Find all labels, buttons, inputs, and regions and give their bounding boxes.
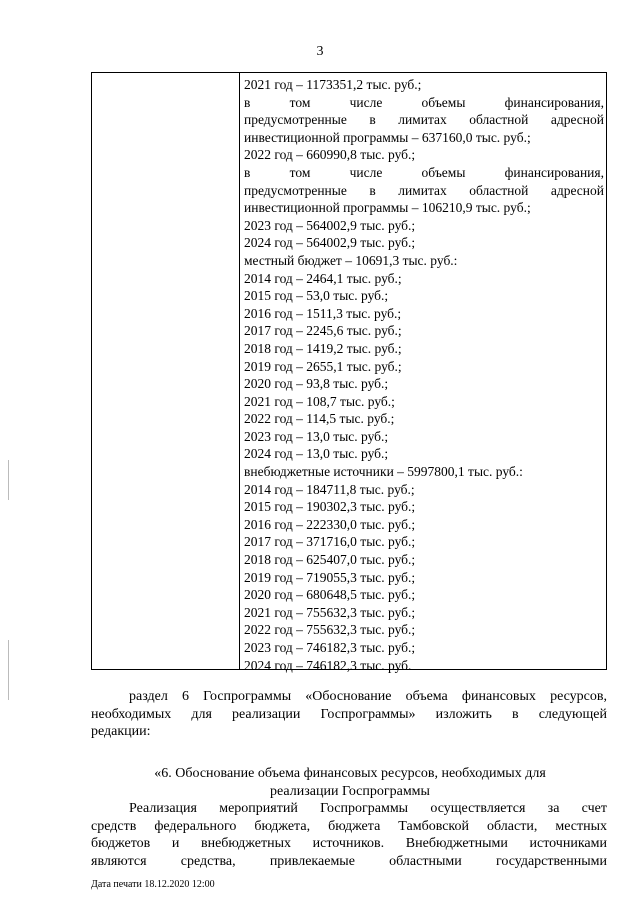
table-cell-line: 2015 год – 190302,3 тыс. руб.; [244,499,416,515]
body-line: Реализация мероприятий Госпрограммы осуществляется за счет [129,801,607,816]
budget-table [91,72,607,673]
table-cell-line: 2014 год – 184711,8 тыс. руб.; [244,481,415,497]
section-heading-line: реализации Госпрограммы [270,783,430,799]
table-cell-line: 2023 год – 746182,3 тыс. руб.; [244,640,416,655]
table-cell-line: 2021 год – 108,7 тыс. руб.; [244,393,395,409]
body-line: средств федерального бюджета, бюджета Тамбовской области, местных [91,818,607,834]
table-cell-line: 2019 год – 2655,1 тыс. руб.; [244,358,402,374]
instruction-line: редакции: [91,724,151,739]
section-heading-line: «6. Обоснование объема финансовых ресурсов, необходимых для [154,766,546,781]
table-cell-line: местный бюджет – 10691,3 тыс. руб.: [244,252,458,268]
table-cell-line: в том числе объемы финансирования, [244,94,604,110]
scan-margin-mark [8,460,9,500]
table-cell-line: 2019 год – 719055,3 тыс. руб.; [244,569,416,585]
body-paragraph [91,800,607,870]
table-cell-line: 2024 год – 13,0 тыс. руб.; [244,446,389,462]
table-cell-line: 2023 год – 564002,9 тыс. руб.; [244,217,416,233]
table-cell-line: инвестиционной программы – 637160,0 тыс. руб.; [244,129,531,145]
print-date: Дата печати 18.12.2020 12:00 [91,879,215,890]
table-cell-line: инвестиционной программы – 106210,9 тыс. руб.; [244,200,531,216]
table-cell-line: 2021 год – 1173351,2 тыс. руб.; [244,77,422,92]
table-cell-line: 2015 год – 53,0 тыс. руб.; [244,288,389,304]
table-column-divider [239,73,240,669]
table-cell-line: 2022 год – 755632,3 тыс. руб.; [244,622,416,638]
instruction-line: необходимых для реализации Госпрограммы» изложить в следующей [91,706,607,722]
page-number: 3 [316,44,324,59]
table-cell-line: 2023 год – 13,0 тыс. руб.; [244,428,389,444]
table-cell-line: 2017 год – 2245,6 тыс. руб.; [244,323,402,339]
table-cell-line: в том числе объемы финансирования, [244,164,604,180]
body-line: бюджетов и внебюджетных источников. Внебюджетными источниками [91,836,607,851]
table-cell-line: внебюджетные источники – 5997800,1 тыс. руб.: [244,464,523,480]
table-cell-line: 2022 год – 660990,8 тыс. руб.; [244,147,416,163]
body-line: являются средства, привлекаемые областными государственными [91,853,607,869]
table-cell-line: 2014 год – 2464,1 тыс. руб.; [244,270,402,286]
table-cell-line: 2016 год – 1511,3 тыс. руб.; [244,305,402,321]
table-cell-line: предусмотренные в лимитах областной адресной [244,112,604,128]
table-cell-line: 2022 год – 114,5 тыс. руб.; [244,411,395,427]
section-heading [120,765,580,800]
instruction-paragraph [91,688,607,741]
table-cell-line: 2018 год – 625407,0 тыс. руб.; [244,552,416,568]
table-cell-line: 2017 год – 371716,0 тыс. руб.; [244,534,416,550]
table-cell-line: 2020 год – 93,8 тыс. руб.; [244,376,389,392]
table-cell-line: 2021 год – 755632,3 тыс. руб.; [244,604,416,620]
table-cell-line: 2024 год – 746182,3 тыс. руб. [244,657,412,673]
table-cell-line: 2018 год – 1419,2 тыс. руб.; [244,340,402,356]
table-right-cell [244,76,604,674]
table-cell-line: 2020 год – 680648,5 тыс. руб.; [244,587,416,603]
table-cell-line: 2016 год – 222330,0 тыс. руб.; [244,516,416,532]
instruction-line: раздел 6 Госпрограммы «Обоснование объема финансовых ресурсов, [129,689,607,704]
table-cell-line: предусмотренные в лимитах областной адресной [244,182,604,198]
scan-margin-mark [8,640,9,700]
table-cell-line: 2024 год – 564002,9 тыс. руб.; [244,235,416,251]
